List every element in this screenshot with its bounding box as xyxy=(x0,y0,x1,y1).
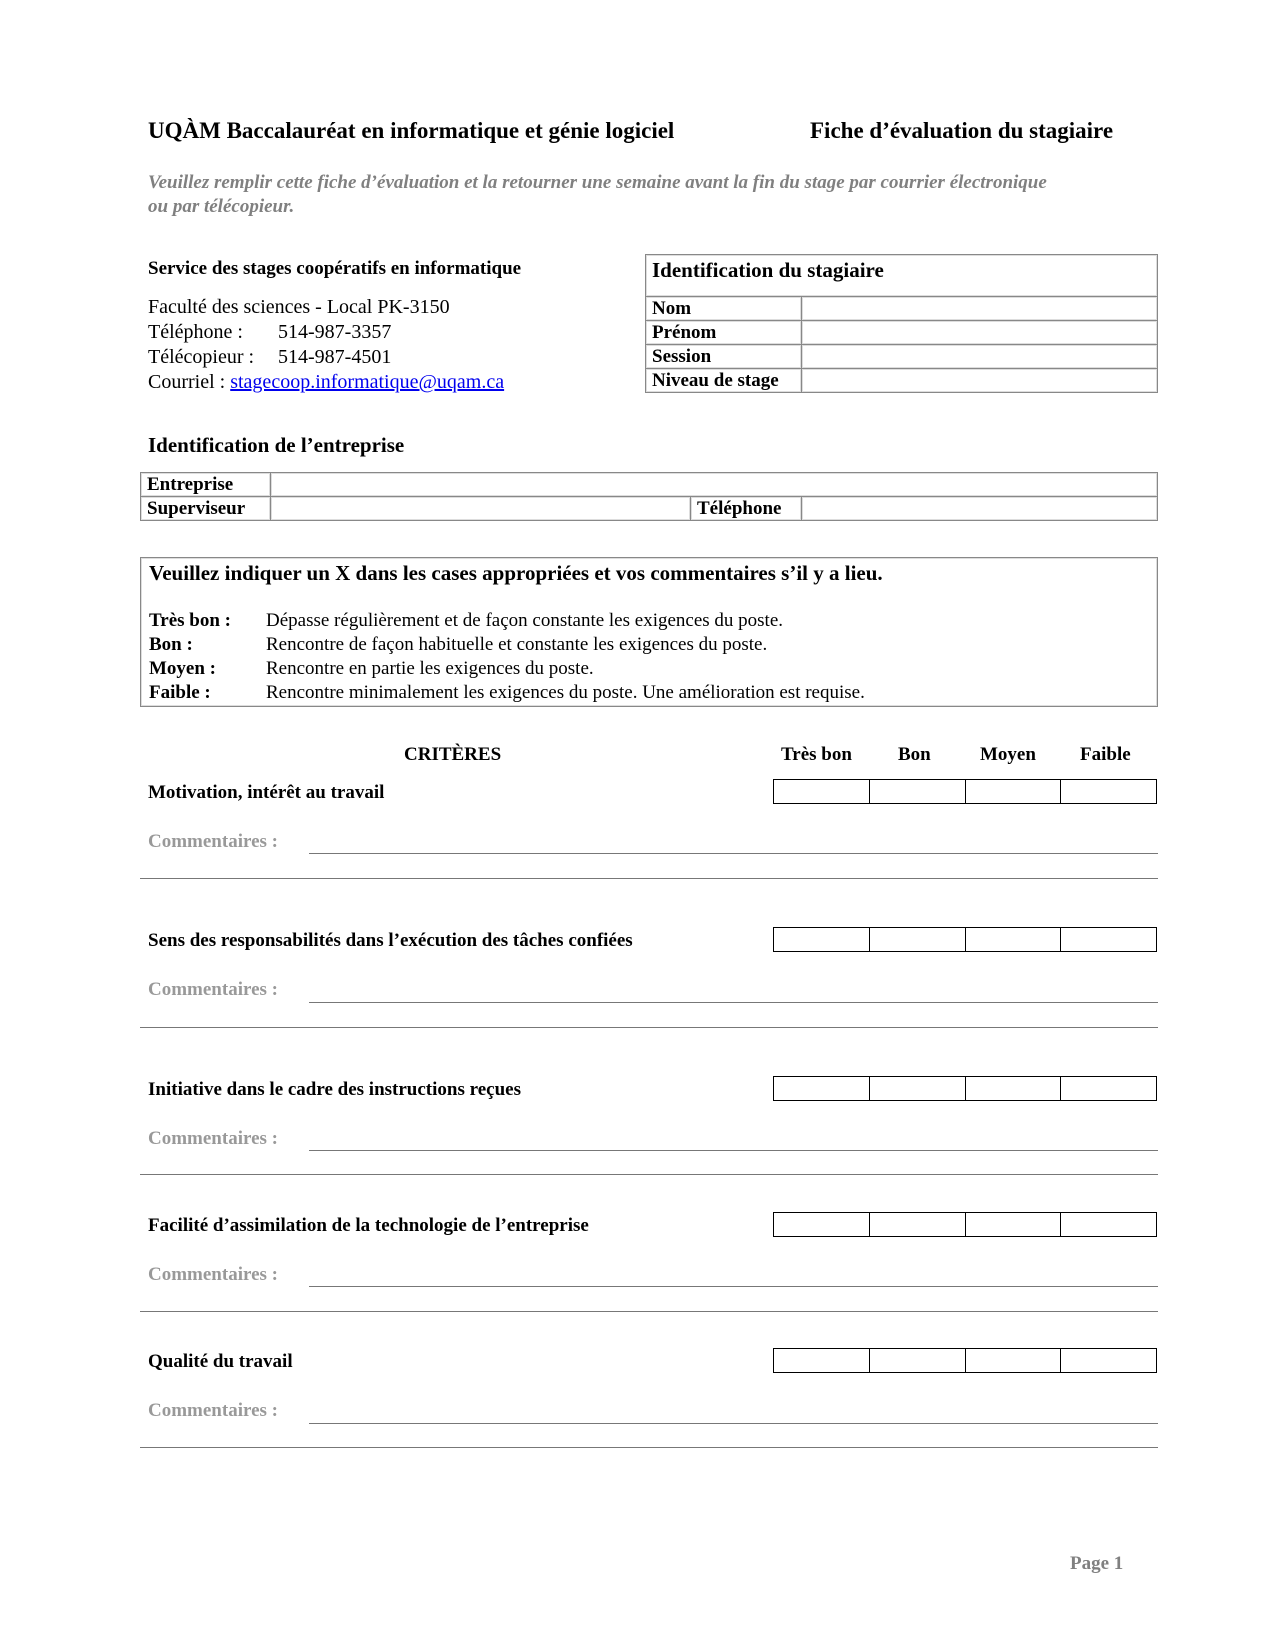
column-bon: Bon xyxy=(898,744,931,765)
rating-boxes xyxy=(773,1076,1157,1101)
comment-label: Commentaires : xyxy=(148,1264,278,1285)
service-phone-label: Téléphone : xyxy=(148,321,243,343)
checkbox-bon[interactable] xyxy=(870,928,966,951)
service-email-link[interactable]: stagecoop.informatique@uqam.ca xyxy=(230,371,505,393)
legend-desc: Rencontre de façon habituelle et constante les exigences du poste. xyxy=(266,634,768,655)
page-number: Page 1 xyxy=(1070,1553,1124,1574)
legend-key: Bon : xyxy=(149,634,193,655)
checkbox-bon[interactable] xyxy=(870,1077,966,1100)
entreprise-heading: Identification de l’entreprise xyxy=(148,433,405,457)
comment-line[interactable] xyxy=(140,1311,1158,1312)
checkbox-tres-bon[interactable] xyxy=(774,780,870,803)
instructions-line-1: Veuillez remplir cette fiche d’évaluation et la retourner une semaine avant la fin du stage par courrier électronique xyxy=(148,172,1047,193)
stagiaire-input-prenom[interactable] xyxy=(802,321,1158,345)
comment-line[interactable] xyxy=(309,853,1158,854)
criterion-label: Motivation, intérêt au travail xyxy=(148,782,385,803)
legend-desc: Rencontre minimalement les exigences du poste. Une amélioration est requise. xyxy=(266,682,865,703)
checkbox-faible[interactable] xyxy=(1061,780,1156,803)
legend-item xyxy=(149,658,594,680)
checkbox-moyen[interactable] xyxy=(966,928,1062,951)
rating-legend xyxy=(140,557,1158,707)
column-moyen: Moyen xyxy=(980,744,1036,765)
instructions-line-2: ou par télécopieur. xyxy=(148,196,295,217)
checkbox-bon[interactable] xyxy=(870,1349,966,1372)
checkbox-moyen[interactable] xyxy=(966,1077,1062,1100)
checkbox-tres-bon[interactable] xyxy=(774,1349,870,1372)
comment-label: Commentaires : xyxy=(148,979,278,1000)
entreprise-input[interactable] xyxy=(271,473,1158,497)
checkbox-tres-bon[interactable] xyxy=(774,1213,870,1236)
legend-desc: Rencontre en partie les exigences du poste. xyxy=(266,658,594,679)
checkbox-faible[interactable] xyxy=(1061,1349,1156,1372)
column-faible: Faible xyxy=(1080,744,1131,765)
telephone-input[interactable] xyxy=(802,497,1158,521)
comment-line[interactable] xyxy=(140,1174,1158,1175)
superviseur-label: Superviseur xyxy=(141,497,271,521)
comment-line[interactable] xyxy=(309,1002,1158,1003)
checkbox-tres-bon[interactable] xyxy=(774,1077,870,1100)
rating-boxes xyxy=(773,927,1157,952)
comment-label: Commentaires : xyxy=(148,1128,278,1149)
legend-item xyxy=(149,682,865,704)
checkbox-faible[interactable] xyxy=(1061,1077,1156,1100)
stagiaire-input-session[interactable] xyxy=(802,345,1158,369)
superviseur-input[interactable] xyxy=(271,497,691,521)
rating-boxes xyxy=(773,1348,1157,1373)
service-address: Faculté des sciences - Local PK-3150 xyxy=(148,296,450,318)
stagiaire-input-nom[interactable] xyxy=(802,297,1158,321)
service-fax-label: Télécopieur : xyxy=(148,346,255,368)
stagiaire-label-prenom: Prénom xyxy=(646,321,802,345)
comment-line[interactable] xyxy=(309,1286,1158,1287)
service-fax: 514-987-4501 xyxy=(278,346,392,368)
checkbox-moyen[interactable] xyxy=(966,1213,1062,1236)
stagiaire-heading: Identification du stagiaire xyxy=(646,255,1158,297)
legend-item xyxy=(149,634,767,656)
rating-boxes xyxy=(773,779,1157,804)
legend-heading: Veuillez indiquer un X dans les cases appropriées et vos commentaires s’il y a lieu. xyxy=(149,561,883,585)
comment-line[interactable] xyxy=(140,1447,1158,1448)
comment-label: Commentaires : xyxy=(148,831,278,852)
form-title: Fiche d’évaluation du stagiaire xyxy=(810,118,1114,143)
checkbox-tres-bon[interactable] xyxy=(774,928,870,951)
stagiaire-input-niveau[interactable] xyxy=(802,369,1158,393)
stagiaire-label-nom: Nom xyxy=(646,297,802,321)
service-phone: 514-987-3357 xyxy=(278,321,392,343)
legend-desc: Dépasse régulièrement et de façon constante les exigences du poste. xyxy=(266,610,784,631)
checkbox-faible[interactable] xyxy=(1061,1213,1156,1236)
service-email-row xyxy=(148,371,504,394)
rating-boxes xyxy=(773,1212,1157,1237)
program-title: UQÀM Baccalauréat en informatique et génie logiciel xyxy=(148,118,675,143)
criterion-label: Sens des responsabilités dans l’exécution des tâches confiées xyxy=(148,930,633,951)
telephone-label: Téléphone xyxy=(691,497,802,521)
criterion-label: Facilité d’assimilation de la technologie de l’entreprise xyxy=(148,1215,589,1236)
checkbox-moyen[interactable] xyxy=(966,780,1062,803)
comment-line[interactable] xyxy=(140,878,1158,879)
legend-key: Très bon : xyxy=(149,610,231,631)
legend-key: Moyen : xyxy=(149,658,217,679)
criterion-label: Qualité du travail xyxy=(148,1351,293,1372)
service-email-label: Courriel : xyxy=(148,371,226,393)
stagiaire-label-session: Session xyxy=(646,345,802,369)
criteria-heading: CRITÈRES xyxy=(404,744,502,765)
checkbox-moyen[interactable] xyxy=(966,1349,1062,1372)
checkbox-bon[interactable] xyxy=(870,1213,966,1236)
checkbox-faible[interactable] xyxy=(1061,928,1156,951)
stagiaire-table xyxy=(645,254,1158,393)
checkbox-bon[interactable] xyxy=(870,780,966,803)
comment-line[interactable] xyxy=(140,1027,1158,1028)
comment-line[interactable] xyxy=(309,1150,1158,1151)
entreprise-table xyxy=(140,472,1158,521)
legend-key: Faible : xyxy=(149,682,211,703)
comment-label: Commentaires : xyxy=(148,1400,278,1421)
stagiaire-label-niveau: Niveau de stage xyxy=(646,369,802,393)
service-heading: Service des stages coopératifs en informatique xyxy=(148,258,522,279)
column-tres-bon: Très bon xyxy=(781,744,852,765)
legend-item xyxy=(149,610,783,632)
criterion-label: Initiative dans le cadre des instructions reçues xyxy=(148,1079,521,1100)
comment-line[interactable] xyxy=(309,1423,1158,1424)
entreprise-label: Entreprise xyxy=(141,473,271,497)
